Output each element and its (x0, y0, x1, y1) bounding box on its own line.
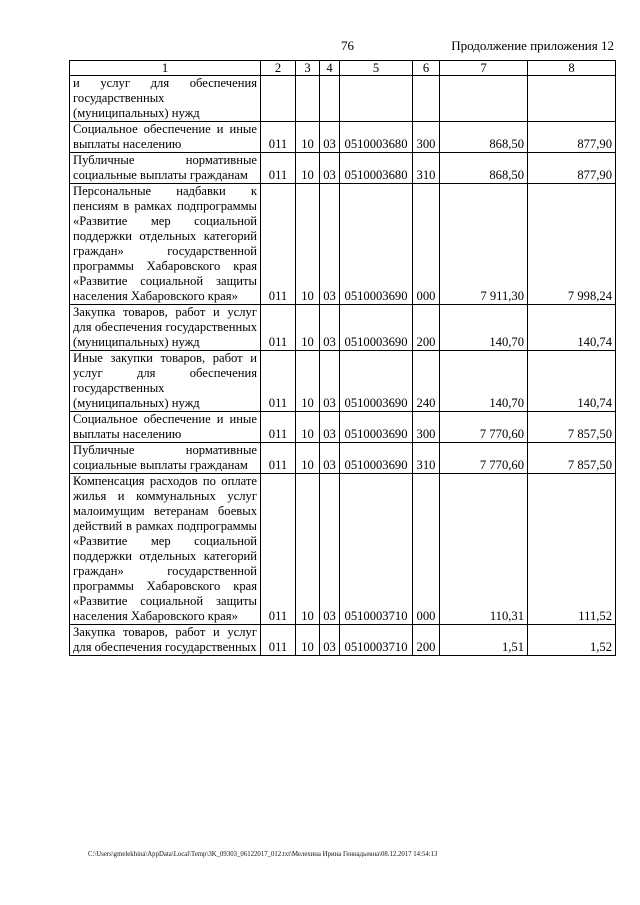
row-value-cell: 03 (320, 474, 340, 625)
row-value-cell: 011 (261, 184, 296, 305)
column-header: 8 (528, 61, 616, 76)
table-row (70, 351, 616, 412)
row-value-cell (413, 76, 440, 122)
row-value-cell: 0510003690 (340, 351, 413, 412)
row-name-cell: Иные закупки товаров, работ и услуг для обеспечения государственных (муниципальных) нужд (70, 351, 261, 412)
row-value-cell: 000 (413, 184, 440, 305)
row-value-cell (340, 76, 413, 122)
table-header-row (70, 61, 616, 76)
row-value-cell: 10 (296, 305, 320, 351)
row-value-cell (261, 76, 296, 122)
row-value-cell: 0510003690 (340, 184, 413, 305)
row-value-cell: 10 (296, 412, 320, 443)
row-value-cell: 7 770,60 (440, 412, 528, 443)
row-value-cell: 10 (296, 625, 320, 656)
row-value-cell: 03 (320, 153, 340, 184)
row-value-cell: 10 (296, 153, 320, 184)
row-value-cell: 7 857,50 (528, 412, 616, 443)
row-name-cell: Социальное обеспечение и иные выплаты населению (70, 122, 261, 153)
row-name-cell: Компенсация расходов по оплате жилья и коммунальных услуг малоимущим ветеранам боевых действий в рамках подпрограммы «Развитие мер социальной поддержки отдельных категорий граждан» государственной программы Хабаровского края «Развитие социальной защиты населения Хабаровского края» (70, 474, 261, 625)
column-header: 6 (413, 61, 440, 76)
file-path-footer: C:\Users\gmelekhina\AppData\Local\Temp\3K_09303_06122017_012.txt\Мелехина Ирина Геннадьевна\08.12.2017 14:54:13 (88, 851, 438, 858)
row-name-cell: Публичные нормативные социальные выплаты гражданам (70, 153, 261, 184)
row-value-cell: 877,90 (528, 122, 616, 153)
table-row (70, 122, 616, 153)
row-value-cell: 03 (320, 443, 340, 474)
column-header: 7 (440, 61, 528, 76)
budget-table (69, 60, 616, 656)
row-value-cell: 1,52 (528, 625, 616, 656)
row-value-cell: 011 (261, 474, 296, 625)
row-value-cell: 300 (413, 412, 440, 443)
row-value-cell: 10 (296, 184, 320, 305)
row-name-cell: Закупка товаров, работ и услуг для обеспечения государственных (70, 625, 261, 656)
row-value-cell (320, 76, 340, 122)
row-value-cell: 0510003710 (340, 474, 413, 625)
table-row (70, 412, 616, 443)
row-value-cell (528, 76, 616, 122)
row-name-cell: Публичные нормативные социальные выплаты гражданам (70, 443, 261, 474)
row-value-cell: 0510003690 (340, 412, 413, 443)
row-value-cell: 310 (413, 443, 440, 474)
row-name-cell: Закупка товаров, работ и услуг для обеспечения государственных (муниципальных) нужд (70, 305, 261, 351)
row-value-cell: 310 (413, 153, 440, 184)
row-value-cell: 7 857,50 (528, 443, 616, 474)
row-value-cell: 03 (320, 184, 340, 305)
row-value-cell (440, 76, 528, 122)
page-number: 76 (341, 38, 354, 53)
table-row (70, 305, 616, 351)
row-value-cell: 0510003680 (340, 122, 413, 153)
row-value-cell: 868,50 (440, 153, 528, 184)
row-value-cell: 10 (296, 474, 320, 625)
row-name-cell: Социальное обеспечение и иные выплаты населению (70, 412, 261, 443)
row-value-cell: 140,70 (440, 351, 528, 412)
row-value-cell: 7 911,30 (440, 184, 528, 305)
row-value-cell: 7 998,24 (528, 184, 616, 305)
row-value-cell: 200 (413, 625, 440, 656)
row-value-cell: 03 (320, 122, 340, 153)
row-value-cell: 011 (261, 412, 296, 443)
row-value-cell: 110,31 (440, 474, 528, 625)
column-header: 2 (261, 61, 296, 76)
row-value-cell: 011 (261, 351, 296, 412)
row-value-cell: 140,74 (528, 351, 616, 412)
table-row (70, 443, 616, 474)
row-value-cell: 000 (413, 474, 440, 625)
row-value-cell: 011 (261, 625, 296, 656)
column-header: 1 (70, 61, 261, 76)
row-name-cell: и услуг для обеспечения государственных (муниципальных) нужд (70, 76, 261, 122)
table-row (70, 76, 616, 122)
column-header: 3 (296, 61, 320, 76)
row-value-cell: 03 (320, 625, 340, 656)
row-value-cell: 03 (320, 305, 340, 351)
row-value-cell: 011 (261, 443, 296, 474)
row-value-cell: 0510003690 (340, 443, 413, 474)
column-header: 4 (320, 61, 340, 76)
row-value-cell: 03 (320, 412, 340, 443)
row-value-cell: 140,74 (528, 305, 616, 351)
row-value-cell: 011 (261, 122, 296, 153)
row-value-cell: 140,70 (440, 305, 528, 351)
row-name-cell: Персональные надбавки к пенсиям в рамках подпрограммы «Развитие мер социальной поддержки отдельных категорий граждан» государственной программы Хабаровского края «Развитие социальной защиты населения Хабаровского края» (70, 184, 261, 305)
row-value-cell: 10 (296, 351, 320, 412)
table-row (70, 153, 616, 184)
row-value-cell: 0510003690 (340, 305, 413, 351)
table-row (70, 625, 616, 656)
row-value-cell: 10 (296, 443, 320, 474)
table-body (70, 76, 616, 656)
row-value-cell: 200 (413, 305, 440, 351)
row-value-cell: 868,50 (440, 122, 528, 153)
row-value-cell: 111,52 (528, 474, 616, 625)
column-header: 5 (340, 61, 413, 76)
row-value-cell: 7 770,60 (440, 443, 528, 474)
row-value-cell: 011 (261, 153, 296, 184)
row-value-cell: 10 (296, 122, 320, 153)
row-value-cell (296, 76, 320, 122)
row-value-cell: 0510003680 (340, 153, 413, 184)
row-value-cell: 03 (320, 351, 340, 412)
row-value-cell: 877,90 (528, 153, 616, 184)
continuation-label: Продолжение приложения 12 (451, 38, 614, 53)
row-value-cell: 1,51 (440, 625, 528, 656)
row-value-cell: 240 (413, 351, 440, 412)
table-row (70, 474, 616, 625)
row-value-cell: 0510003710 (340, 625, 413, 656)
row-value-cell: 300 (413, 122, 440, 153)
table-row (70, 184, 616, 305)
row-value-cell: 011 (261, 305, 296, 351)
